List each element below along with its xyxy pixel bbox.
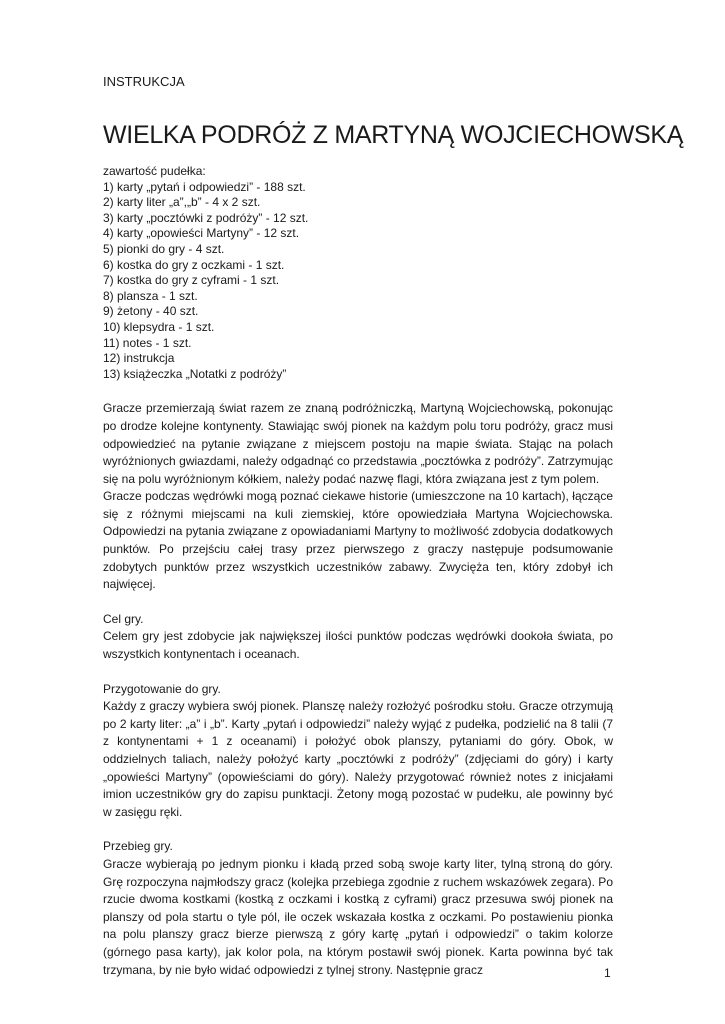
list-item: 7) kostka do gry z cyframi - 1 szt.	[103, 273, 280, 288]
list-item: 11) notes - 1 szt.	[103, 335, 192, 350]
goal-text: Celem gry jest zdobycie jak największej ilości punktów podczas wędrówki dookoła świata, po wszystkich kontynentach i oceanach.	[103, 629, 613, 662]
header-label: INSTRUKCJA	[103, 74, 185, 89]
list-item: 5) pionki do gry - 4 szt.	[103, 241, 225, 256]
gameplay-text: Gracze wybierają po jednym pionku i kładą przed sobą swoje karty liter, tylną stroną do góry. Grę rozpoczyna najmłodszy gracz (kolejka przebiega zgodnie z ruchem wskazówek zegara). Po rzucie dwoma kostkami (kostką z oczkami i kostką z cyframi) gracz przesuwa swój pionek na planszy od pola startu o tyle pól, ile oczek wskazała kostka z oczkami. Po postawieniu pionka na polu planszy gracz bierze pierwszą z góry kartę „pytań i odpowiedzi” o takim kolorze (górnego pasa karty), jak kolor pola, na którym postawił swój pionek. Karta powinna być tak trzymana, by nie było widać odpowiedzi z tylnej strony. Następnie gracz	[103, 856, 613, 977]
list-item: 13) książeczka „Notatki z podróży”	[103, 366, 287, 381]
goal-section	[103, 611, 613, 664]
gameplay-section	[103, 838, 613, 979]
list-item: 3) karty „pocztówki z podróży” - 12 szt.	[103, 210, 309, 225]
document-title: WIELKA PODRÓŻ Z MARTYNĄ WOJCIECHOWSKĄ	[103, 121, 684, 149]
list-item: 12) instrukcja	[103, 351, 175, 366]
box-contents-section	[103, 164, 613, 382]
list-item: 4) karty „opowieści Martyny” - 12 szt.	[103, 226, 300, 241]
intro-paragraph-1: Gracze przemierzają świat razem ze znaną podróżniczką, Martyną Wojciechowską, pokonując po drodze kolejne kontynenty. Stawiając swój pionek na każdym polu toru podróży, gracz musi odpowiedzieć na pytanie związane z miejscem postoju na mapie świata. Stając na polach wyróżnionych gwiazdami, należy odgadnąć co przedstawia „pocztówka z podróży”. Zatrzymując się na polu wyróżnionym kółkiem, należy podać nazwę flagi, która związana jest z tym polem.	[103, 401, 613, 486]
list-item: 9) żetony - 40 szt.	[103, 304, 199, 319]
intro-paragraph-2: Gracze podczas wędrówki mogą poznać ciekawe historie (umieszczone na 10 kartach), łączące się z różnymi miejscami na kuli ziemskiej, które opowiedziała Martyna Wojciechowska. Odpowiedzi na pytania związane z opowiadaniami Martyny to możliwość zdobycia dodatkowych punktów. Po przejściu całej trasy przez pierwszego z graczy następuje podsumowanie zdobytych punktów przez wszystkich uczestników zabawy. Zwycięża ten, który zdobył ich najwięcej.	[103, 489, 613, 592]
list-item: 10) klepsydra - 1 szt.	[103, 319, 215, 334]
intro-section	[103, 400, 613, 594]
list-item: 6) kostka do gry z oczkami - 1 szt.	[103, 257, 285, 272]
list-item: 1) karty „pytań i odpowiedzi” - 188 szt.	[103, 179, 306, 194]
goal-heading: Cel gry.	[103, 611, 144, 626]
preparation-section	[103, 681, 613, 822]
document-page	[103, 74, 684, 979]
gameplay-heading: Przebieg gry.	[103, 839, 173, 854]
box-contents-heading: zawartość pudełka:	[103, 164, 206, 178]
page-number: 1	[604, 966, 611, 980]
preparation-heading: Przygotowanie do gry.	[103, 681, 221, 696]
preparation-text: Każdy z graczy wybiera swój pionek. Planszę należy rozłożyć pośrodku stołu. Gracze otrzymują po 2 karty liter: „a” i „b”. Karty „pytań i odpowiedzi” należy wyjąć z pudełka, podzielić na 8 talii (7 z kontynentami + 1 z oceanami) i położyć obok planszy, pytaniami do góry. Obok, w oddzielnych taliach, należy położyć karty „pocztówki z podróży” (zdjęciami do góry) i karty „opowieści Martyny” (opowieściami do góry). Należy przygotować również notes z inicjałami imion uczestników gry do zapisu punktacji. Żetony mogą pozostać w pudełku, ale powinny być w zasięgu ręki.	[103, 699, 613, 819]
list-item: 2) karty liter „a”,„b” - 4 x 2 szt.	[103, 195, 261, 210]
box-contents-list	[103, 180, 613, 383]
list-item: 8) plansza - 1 szt.	[103, 288, 198, 303]
